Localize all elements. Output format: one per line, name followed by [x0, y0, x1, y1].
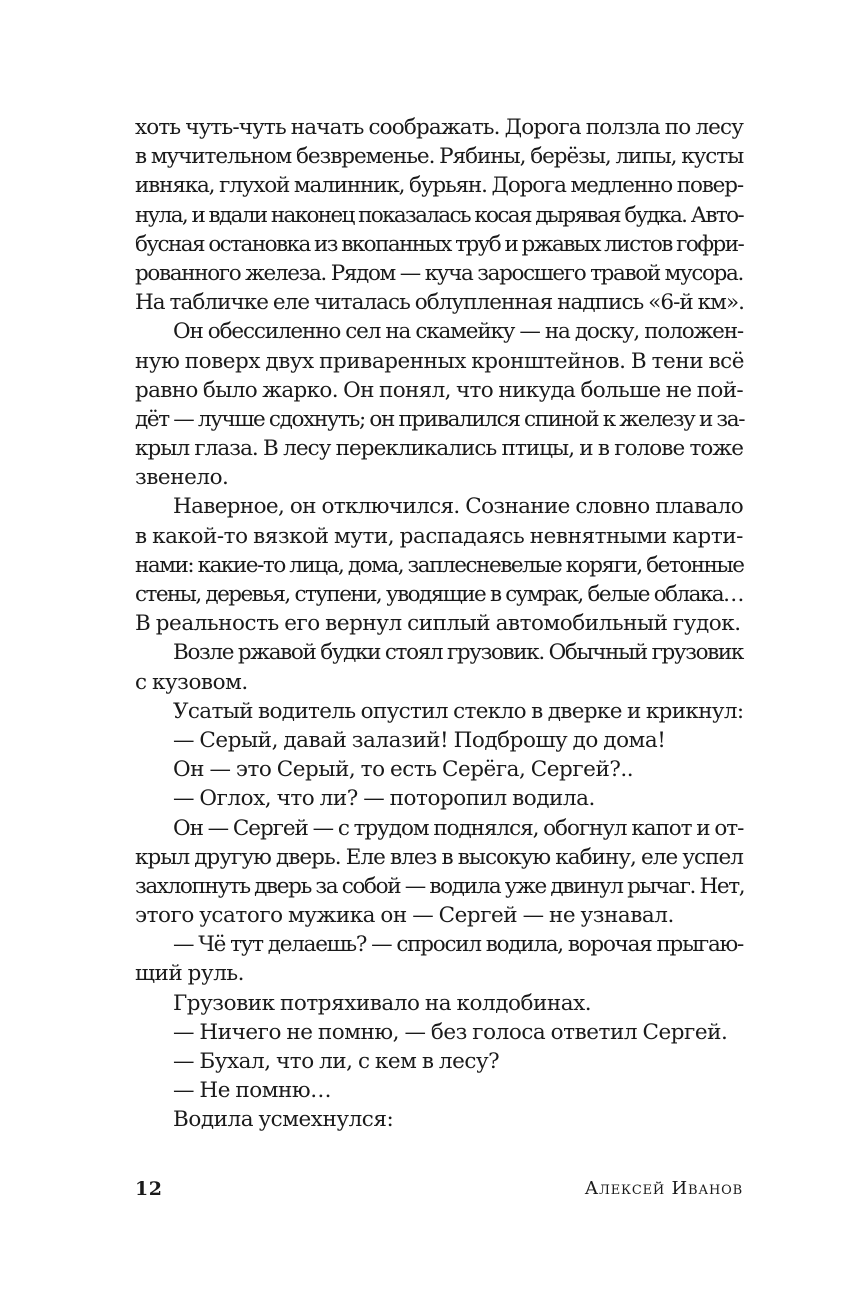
text-line: стены, деревья, ступени, уводящие в сумрак, белые облака… — [135, 582, 743, 607]
running-head-author: Алексей Иванов — [584, 1178, 743, 1199]
text-line: с кузовом. — [135, 669, 248, 695]
text-line: захлопнуть дверь за собой — водила уже двинул рычаг. Нет, — [135, 873, 745, 899]
text-line: крыл другую дверь. Еле влез в высокую кабину, еле успел — [135, 844, 743, 870]
text-line: в какой-то вязкой мути, распадаясь невнятными карти- — [135, 523, 743, 549]
text-line: равно было жарко. Он понял, что никуда больше не пой- — [135, 377, 743, 403]
text-line: — Чё тут делаешь? — спросил водила, ворочая прыгаю- — [173, 932, 743, 958]
text-line: — Оглох, что ли? — поторопил водила. — [173, 786, 595, 812]
text-line: В реальность его вернул сиплый автомобильный гудок. — [135, 611, 741, 637]
text-line: Он — Сергей — с трудом поднялся, обогнул капот и от- — [173, 815, 744, 841]
text-line: звенело. — [135, 465, 229, 491]
text-line: Он обессиленно сел на скамейку — на доску, положен- — [173, 319, 743, 345]
text-line: нула, и вдали наконец показалась косая дырявая будка. Авто- — [135, 202, 743, 228]
text-line: хоть чуть-чуть начать соображать. Дорога ползла по лесу — [135, 115, 743, 140]
page-number: 12 — [135, 1178, 163, 1200]
text-line: На табличке еле читалась облупленная надпись «6-й км». — [135, 290, 745, 316]
text-line: в мучительном безвременье. Рябины, берёзы, липы, кусты — [135, 144, 744, 170]
text-line: щий руль. — [135, 961, 245, 987]
page-footer — [135, 1178, 743, 1204]
text-line: рованного железа. Рядом — куча заросшего травой мусора. — [135, 260, 743, 286]
text-line: — Не помню… — [173, 1078, 332, 1104]
text-line: бусная остановка из вкопанных труб и ржавых листов гофри- — [135, 231, 744, 257]
text-line: — Бухал, что ли, с кем в лесу? — [173, 1049, 500, 1074]
text-line: дёт — лучше сдохнуть; он привалился спиной к железу и за- — [135, 406, 745, 432]
text-line: ивняка, глухой малинник, бурьян. Дорога медленно повер- — [135, 173, 743, 199]
text-line: Усатый водитель опустил стекло в дверке и крикнул: — [173, 698, 744, 724]
text-line: — Ничего не помню, — без голоса ответил Сергей. — [173, 1019, 728, 1045]
text-line: — Серый, давай залазий! Подброшу до дома! — [173, 727, 666, 753]
text-line: ную поверх двух приваренных кронштейнов. В тени всё — [135, 348, 744, 374]
text-line: крыл глаза. В лесу перекликались птицы, и в голове тоже — [135, 436, 743, 462]
text-line: Грузовик потряхивало на колдобинах. — [173, 990, 592, 1016]
text-line: Водила усмехнулся: — [173, 1107, 394, 1133]
text-line: нами: какие-то лица, дома, заплесневелые коряги, бетонные — [135, 552, 744, 578]
text-line: этого усатого мужика он — Сергей — не узнавал. — [135, 903, 674, 929]
text-line: Возле ржавой будки стоял грузовик. Обычный грузовик — [173, 640, 743, 666]
text-line: Наверное, он отключился. Сознание словно плавало — [173, 494, 743, 520]
text-line: Он — это Серый, то есть Серёга, Сергей?.. — [173, 757, 634, 783]
body-text — [135, 113, 743, 1135]
